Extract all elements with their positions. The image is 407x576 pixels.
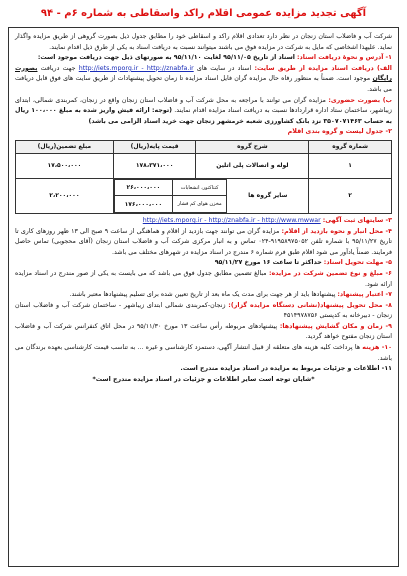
notice-box: [8, 27, 399, 567]
section-4: [15, 227, 392, 259]
section-9-text: پیشنهادهای مربوطه رأس ساعت ۱۳ مورخ ۹۵/۱۱/۳۰ در محل اتاق کنفرانس شرکت آب و فاضلاب استان زنجان مفتوح خواهد گردید.: [15, 322, 392, 341]
section-5-label: ۵- مهلت تحویل اسناد:: [323, 259, 392, 267]
intro-paragraph: شرکت آب و فاضلاب استان زنجان در نظر دارد تعدادی اقلام راکد و اسقاطی خود را مطابق جدول ذیل بصورت گروهی از طریق مزایده واگذار نماید. علیهذا اشخاصی که مایل به شرکت در مزایده فوق می باشند میتوانند نسبت به دریافت اسناد به یکی از طرق ذیل اقدام نمایند.: [15, 33, 392, 51]
group-number: ۱: [309, 153, 392, 178]
section-7: [15, 290, 392, 301]
section-9-label: ۹- زمان و مکان گشایش پیشنهادها:: [279, 322, 392, 330]
section-7-text: پیشنهادها باید از هر جهت برای مدت یک ماه بعد از تاریخ تعیین شده برای تسلیم پیشنهادها معتبر باشند.: [69, 291, 336, 299]
section-1-label: ۱- آدرس و نحوهٔ دریافت اسناد:: [296, 54, 392, 62]
section-1b-text: مزایده گران می توانند با مراجعه به محل شرکت آب و فاضلاب استان زنجان واقع در زنجان، کمربندی شمالی، ابتدای زیباشهر، ساختمان ستاد اداره قراردادها نسبت به دریافت اسناد مزایده اقدام نمایند.: [15, 96, 392, 115]
ad-site-links[interactable]: http://iets.mporg.ir - http://znabfa.ir - http://www.mwwar: [142, 216, 321, 224]
sub-item-value: ۱۷۶،۰۰۰،۰۰۰: [114, 196, 172, 213]
group-desc: سایر گروه ها: [248, 192, 288, 200]
section-9: [15, 322, 392, 343]
section-11: ۱۱- اطلاعات و جزئیات مربوط به مزایده در اسناد مزایده مندرج است.: [180, 365, 392, 373]
section-1a: [15, 64, 392, 96]
header-group-number: شماره گروه: [309, 140, 392, 153]
table-row: [16, 153, 392, 178]
guarantee-amount: ۱۷،۵۰۰،۰۰۰: [16, 153, 114, 178]
section-10: [15, 343, 392, 364]
group-desc: لوله و اتصالات پلی اتلین: [196, 153, 309, 178]
guarantee-amount: ۲،۲۰۰،۰۰۰: [16, 178, 114, 213]
footer-note: *شایان توجه است سایر اطلاعات و جزئیات در اسناد مزایده مندرج است*: [92, 375, 315, 383]
group-2-subtable: [114, 179, 309, 213]
free-download-note: بصورت رایگان: [15, 64, 392, 83]
items-table: [15, 140, 392, 214]
section-6-text: مبالغ تضمین مطابق جدول فوق می باشد که می بایست به یکی از صور مندرج در اسناد مزایده ارائه شود.: [15, 269, 392, 288]
section-1a-rest: موجود است. ضمناً به منظور رفاه حال مزایده گران فایل اسناد مزایده تا زمان تحویل پیشنهادات از طریق سایت های فوق قابل دریافت می باشد.: [15, 75, 392, 93]
header-group-desc: شرح گروه: [196, 140, 309, 153]
section-8-text: زنجان-کمربندی شمالی ابتدای زیباشهر - ساختمان شرکت آب و فاضلاب استان زنجان - دبیرخانه به کدپستی ۴۵۱۴۹۷۸۷۵۶: [15, 301, 392, 320]
table-row: [16, 178, 392, 213]
section-1-text: اسناد از تاریخ ۹۵/۱۱/۰۵ لغایت ۹۵/۱۱/۱۰ به صورتهای ذیل جهت دریافت موجود است:: [37, 54, 295, 62]
section-3-label: ۳- سایتهای ثبت آگهی:: [322, 216, 392, 224]
section-7-label: ۷- اعتبار پیشنهاد:: [337, 291, 392, 299]
base-price: ۱۷۸،۳۷۱،۰۰۰: [113, 153, 196, 178]
section-5: [15, 258, 392, 269]
section-5-text: حداکثر تا ساعت ۱۶ مورخ ۹۵/۱۱/۲۷: [214, 259, 322, 267]
header-guarantee: مبلغ تضمین(ریال): [16, 140, 114, 153]
page: [0, 8, 407, 576]
section-8: [15, 301, 392, 322]
section-10-text: ها پرداخت کلیه هزینه های متعلقه از قبیل انتشار آگهی، دستمزد کارشناسی و غیره ... به تناسب قیمت کارشناسی بعهده برندگان می باشد.: [15, 344, 392, 362]
header-base-price: قیمت پایه(ریال): [113, 140, 196, 153]
section-1a-label: الف) دریافت اسناد مزایده از طریق سایت:: [254, 64, 392, 72]
section-4-label: ۴- محل انبار و نحوه بازدید از اقلام:: [281, 227, 392, 235]
section-1a-pre: اسناد در سایت های: [196, 64, 252, 72]
payment-note: (توجه: ارائه فیش واریز شده به مبلغ ۱۰۰،۰۰۰ ریال به حساب ۳۵۰۷۰۷۱۴۶۳ نزد بانک کشاورزی شعبه خرمشهر زنجان جهت خرید اسناد الزامی می باشد): [15, 107, 392, 125]
section-1b: [15, 96, 392, 128]
table-header-row: [16, 140, 392, 153]
page-title: آگهی تجدید مزایده عمومی اقلام راکد واسقاطی به شماره ۶م - ۹۴: [40, 8, 367, 19]
section-6-label: ۶- مبلغ و نوع تضمین شرکت در مزایده:: [268, 269, 392, 277]
section-6: [15, 269, 392, 290]
section-2-label: ۲- جدول لیست و گروه بندی اقلام: [287, 128, 392, 136]
section-1: [15, 53, 392, 64]
section-3: [15, 216, 392, 227]
sub-item-value: ۲۶،۰۰۰،۰۰۰: [114, 179, 172, 196]
section-4-text: مزایده گران می توانند جهت بازدید از اقلام و هماهنگی از ساعت ۹ صبح الی ۱۳ ظهر روزهای کاری تا تاریخ ۹۵/۱۱/۲۷ با شماره تلفن ۹۱۹۵۸۹۷۵۰۵۲-۰۲۴ تماس و به انبار مرکزی شرکت آب و فاضلاب استان زنجان (آقای محجوبی) تماس حاصل فرمایند. ضمناً یادآور می شود اقلام طبق فرم شماره ۶ مندرج در اسناد مزایده در شهرهای مختلف می باشد.: [15, 227, 393, 256]
section-1b-label: ب) بصورت حضوری:: [328, 96, 392, 104]
sub-item-name: مخزن هوای کم فشار: [172, 196, 226, 213]
section-1a-post: جهت دریافت: [40, 64, 76, 72]
section-8-label: ۸- محل تحویل پیشنهاد(نشانی دستگاه مزایده گزار):: [228, 301, 392, 309]
tender-site-links[interactable]: http://iets.mporg.ir - http://znabfa.ir: [78, 64, 194, 72]
group-2-cell: [113, 178, 309, 213]
section-10-label: ۱۰- هزینه: [362, 344, 393, 352]
sub-item-name: کنتاکتور، انشعابات: [172, 179, 226, 196]
group-number: ۲: [309, 178, 392, 213]
